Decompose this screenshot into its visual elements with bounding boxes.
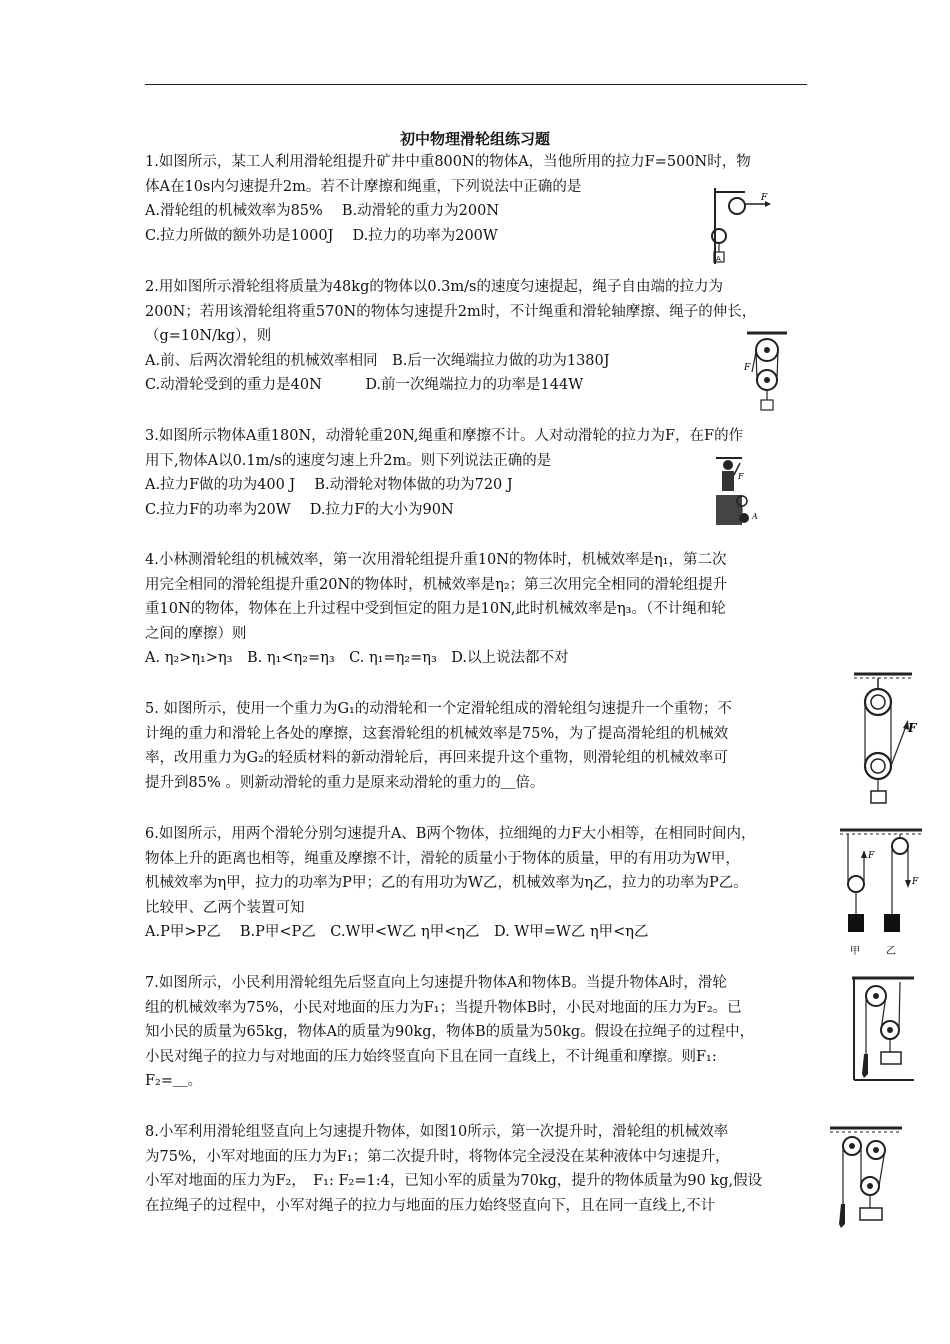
- q2-option: A.前、后两次滑轮组的机械效率相同 B.后一次绳端拉力做的功为1380J: [145, 352, 610, 369]
- q3-object-label: A: [752, 512, 758, 521]
- q4-line: 之间的摩擦）则: [145, 625, 247, 642]
- q6-force-label-jia: F: [868, 851, 875, 861]
- q2-line: 200N；若用该滑轮组将重570N的物体匀速提升2m时，不计绳重和滑轮轴摩擦、绳子的伸长，: [145, 303, 757, 320]
- q3-line: 用下,物体A以0.1m/s的速度匀速上升2m。则下列说法正确的是: [145, 452, 552, 469]
- q7-line: 小民对绳子的拉力与对地面的压力始终竖直向下且在同一直线上，不计绳重和摩擦。则F₁:: [145, 1048, 717, 1065]
- q6-force-label-yi: F: [912, 877, 919, 887]
- question-6: [145, 822, 756, 945]
- q6-line: 比较甲、乙两个装置可知: [145, 899, 305, 916]
- q8-line: 在拉绳子的过程中，小军对绳子的拉力与地面的压力始终竖直向下，且在同一直线上,不计: [145, 1197, 716, 1214]
- q6-line: 6.如图所示，用两个滑轮分别匀速提升A、B两个物体，拉细绳的力F大小相等，在相同时间内，: [145, 826, 756, 842]
- q4-line: 4.小林测滑轮组的机械效率，第一次用滑轮组提升重10N的物体时，机械效率是η₁，第二次: [145, 552, 727, 568]
- q7-line: F₂=＿。: [145, 1073, 203, 1089]
- question-7: [145, 971, 754, 1094]
- q7-line: 知小民的质量为65kg，物体A的质量为90kg，物体B的质量为50kg。假设在拉绳子的过程中，: [145, 1024, 755, 1040]
- q3-option: A.拉力F做的功为400 J B.动滑轮对物体做的功为720 J: [145, 477, 513, 493]
- q3-line: 3.如图所示物体A重180N，动滑轮重20N,绳重和摩擦不计。人对动滑轮的拉力为F，在F的作: [145, 428, 744, 444]
- question-5: [145, 697, 732, 795]
- page-title: 初中物理滑轮组练习题: [399, 130, 550, 148]
- q6-line: 物体上升的距离也相等，绳重及摩擦不计，滑轮的质量小于物体的质量，甲的有用功为W甲，: [145, 850, 740, 867]
- q5-line: 提升到85% 。则新动滑轮的重力是原来动滑轮的重力的＿倍。: [145, 774, 545, 791]
- q5-line: 5. 如图所示，使用一个重力为G₁的动滑轮和一个定滑轮组成的滑轮组匀速提升一个重物；不: [145, 701, 732, 717]
- q4-line: 用完全相同的滑轮组提升重20N的物体时，机械效率是η₂；第三次用完全相同的滑轮组提升: [145, 576, 728, 593]
- q2-line: （g=10N/kg），则: [145, 328, 272, 344]
- q3-option: C.拉力F的功率为20W D.拉力F的大小为90N: [145, 501, 454, 518]
- q8-line: 小军对地面的压力为F₂， F₁: F₂=1:4，已知小军的质量为70kg，提升的物体质量为90 kg,假设: [145, 1173, 763, 1189]
- q1-option: A.滑轮组的机械效率为85% B.动滑轮的重力为200N: [145, 203, 500, 219]
- q6-label-jia: 甲: [850, 946, 860, 957]
- q2-option: C.动滑轮受到的重力是40N D.前一次绳端拉力的功率是144W: [145, 377, 584, 393]
- q8-figure: [826, 1124, 906, 1234]
- q6-line: 机械效率为η甲，拉力的功率为P甲；乙的有用功为W乙，机械效率为η乙，拉力的功率为P乙。: [145, 875, 748, 891]
- question-4: [145, 548, 727, 671]
- q1-figure: [705, 186, 775, 266]
- q7-line: 7.如图所示，小民利用滑轮组先后竖直向上匀速提升物体A和物体B。当提升物体A时，滑轮: [145, 975, 727, 991]
- q3-figure: [712, 455, 762, 527]
- q1-force-label: F: [761, 193, 768, 203]
- q7-line: 组的机械效率为75%，小民对地面的压力为F₁；当提升物体B时，小民对地面的压力为F₂。已: [145, 999, 742, 1016]
- q5-line: 率，改用重力为G₂的轻质材料的新动滑轮后，再回来提升这个重物，则滑轮组的机械效率可: [145, 750, 728, 766]
- q3-force-label: F: [738, 472, 744, 481]
- q8-line: 为75%，小军对地面的压力为F₁；第二次提升时，将物体完全浸没在某种液体中匀速提升，: [145, 1148, 730, 1165]
- q4-option: A. η₂>η₁>η₃ B. η₁<η₂=η₃ C. η₁=η₂=η₃ D.以上说法都不对: [145, 650, 569, 666]
- question-2: [145, 275, 756, 398]
- q1-option: C.拉力所做的额外功是1000J D.拉力的功率为200W: [145, 227, 498, 244]
- q6-option: A.P甲>P乙 B.P甲<P乙 C.W甲<W乙 η甲<η乙 D. W甲=W乙 η甲<η乙: [145, 924, 649, 940]
- q5-force-label: F: [908, 721, 917, 735]
- question-1: [145, 150, 751, 248]
- q6-label-yi: 乙: [886, 946, 896, 957]
- q7-figure: [848, 974, 918, 1084]
- q2-line: 2.用如图所示滑轮组将质量为48kg的物体以0.3m/s的速度匀速提起，绳子自由端的拉力为: [145, 279, 723, 295]
- q1-line: 1.如图所示，某工人利用滑轮组提升矿井中重800N的物体A，当他所用的拉力F=500N时，物: [145, 154, 751, 170]
- q4-line: 重10N的物体，物体在上升过程中受到恒定的阻力是10N,此时机械效率是η₃。（不计绳和轮: [145, 601, 726, 617]
- q2-figure: [742, 330, 792, 412]
- q1-object-label: A: [716, 255, 721, 263]
- q8-line: 8.小军利用滑轮组竖直向上匀速提升物体，如图10所示，第一次提升时，滑轮组的机械效率: [145, 1124, 729, 1140]
- q1-line: 体A在10s内匀速提升2m。若不计摩擦和绳重，下列说法中正确的是: [145, 178, 582, 195]
- q2-force-label: F: [744, 363, 751, 373]
- q6-figure: [838, 826, 926, 966]
- header-rule: [145, 84, 807, 85]
- q5-figure: [850, 670, 925, 805]
- question-3: [145, 424, 743, 522]
- question-8: [145, 1120, 762, 1218]
- q5-line: 计绳的重力和滑轮上各处的摩擦，这套滑轮组的机械效率是75%，为了提高滑轮组的机械效: [145, 725, 729, 742]
